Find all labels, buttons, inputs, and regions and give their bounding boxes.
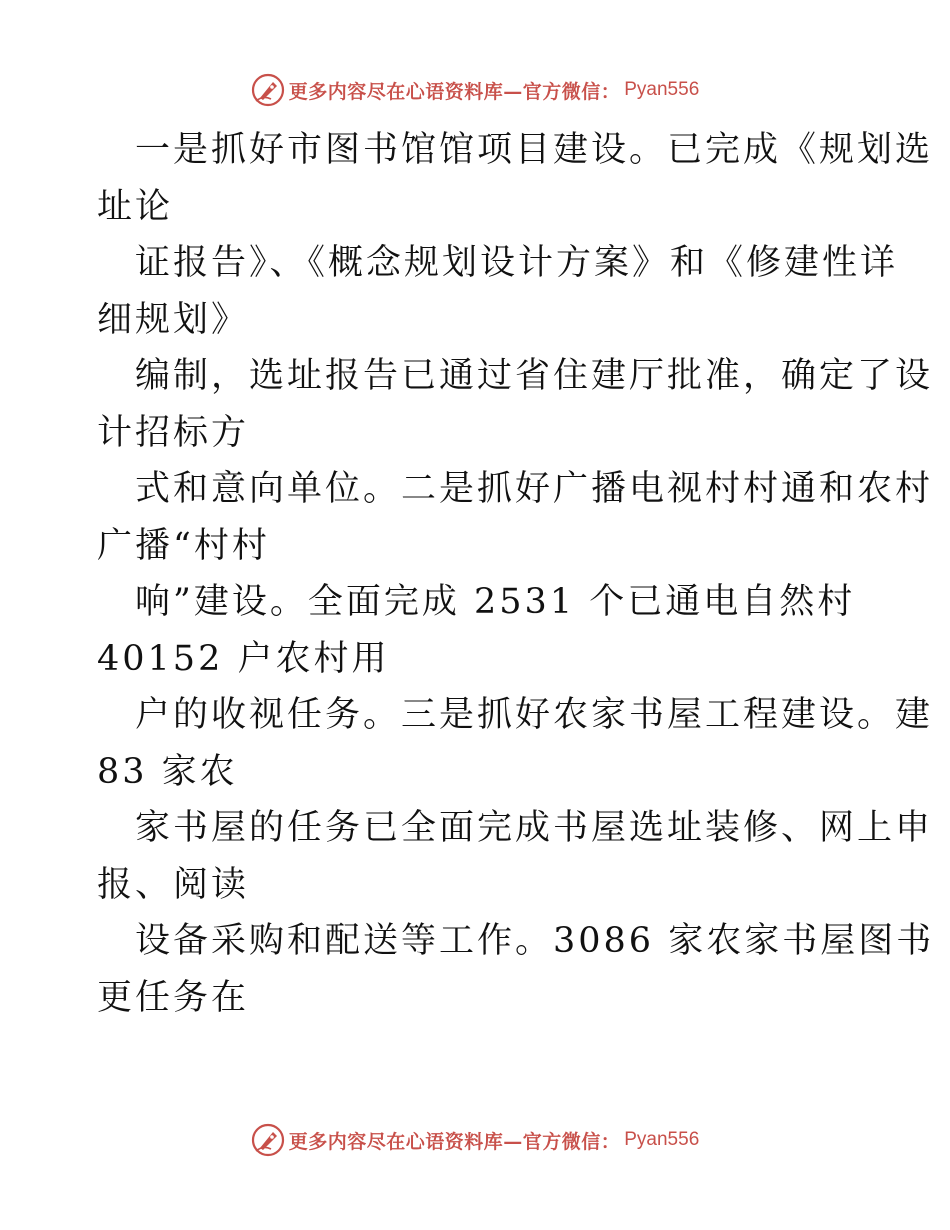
footer-banner-text: 更多内容尽在心语资料库—官方微信： (288, 1130, 621, 1153)
header-banner (0, 70, 950, 110)
body-line: 83 家农 (97, 751, 238, 792)
header-banner-text: 更多内容尽在心语资料库—官方微信： (288, 80, 621, 103)
body-line: 更任务在 (97, 977, 250, 1018)
body-line: 式和意向单位。二是抓好广播电视村村通和农村 (135, 469, 934, 509)
body-line: 响”建设。全面完成 2531 个已通电自然村 (135, 582, 856, 622)
body-line: 家书屋的任务已全面完成书屋选址装修、网上申 (135, 808, 934, 848)
body-line: 报、阅读 (97, 864, 250, 905)
header-wechat-id: Pyan556 (624, 79, 700, 100)
body-line: 址论 (97, 186, 174, 227)
footer-banner-inner (251, 1123, 700, 1157)
body-line: 编制，选址报告已通过省住建厅批准，确定了设 (135, 356, 934, 396)
body-line: 计招标方 (97, 412, 250, 453)
body-line: 一是抓好市图书馆馆项目建设。已完成《规划选 (135, 130, 934, 170)
footer-wechat-id: Pyan556 (624, 1129, 700, 1150)
body-line: 设备采购和配送等工作。3086 家农家书屋图书 (135, 921, 935, 961)
body-line: 40152 户农村用 (97, 638, 390, 679)
document-body (97, 122, 935, 1026)
pen-nib-icon (251, 1123, 285, 1157)
body-line: 细规划》 (97, 299, 250, 340)
footer-banner (0, 1120, 950, 1160)
body-line: 广播“村村 (97, 525, 270, 566)
body-line: 证报告》、《概念规划设计方案》和《修建性详 (135, 243, 899, 283)
pen-nib-icon (251, 73, 285, 107)
header-banner-inner (251, 73, 700, 107)
body-line: 户的收视任务。三是抓好农家书屋工程建设。建 (135, 695, 934, 735)
